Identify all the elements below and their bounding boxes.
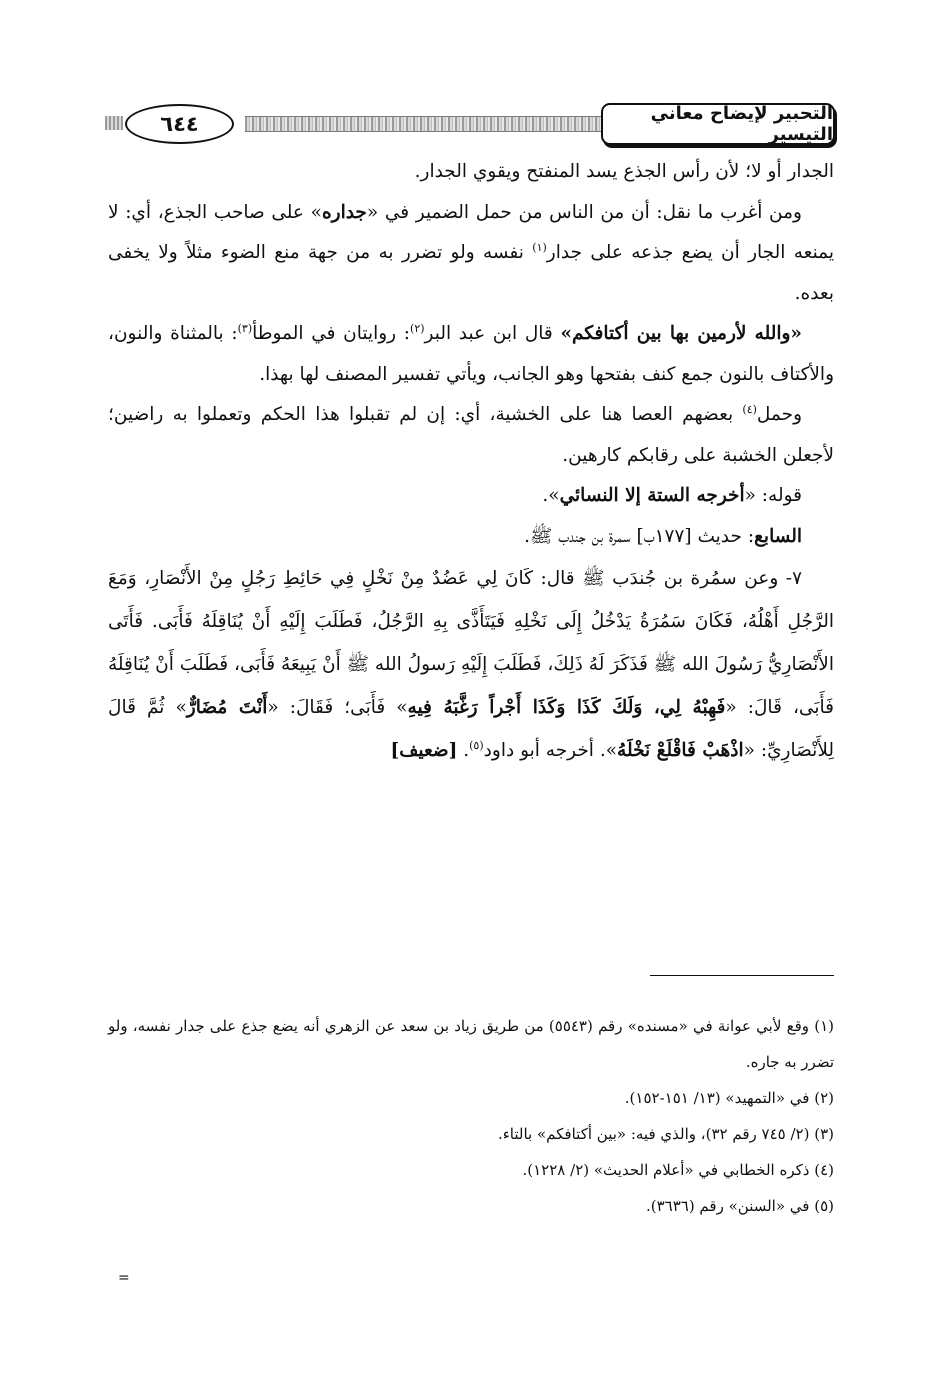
hadith-bold-1: فَهِبْهُ لِي، وَلَكَ كَذَا وَكَذَا أَجْراً رَغَّبَهُ فِيهِ bbox=[407, 697, 726, 718]
hadith-bold-3: اذْهَبْ فَاقْلَعْ نَخْلَهُ bbox=[617, 740, 744, 761]
footnote-ref-4: (٤) bbox=[742, 402, 757, 416]
p3-text-c: : بالمثناة والنون، والأكتاف بالنون جمع كنف بفتحها وهو الجانب، ويأتي تفسير المصنف لها بهذا. bbox=[108, 323, 834, 385]
footnote-2: (٢) في «التمهيد» (١٣/ ١٥١-١٥٢). bbox=[624, 1089, 834, 1107]
p4-text-a: وحمل bbox=[756, 404, 802, 425]
footnotes bbox=[108, 1008, 834, 1224]
footnote-ref-2: (٢) bbox=[410, 321, 425, 335]
p2-text-b: » على صاحب الجذع، أي: لا يمنعه الجار أن يضع جذعه على جدار bbox=[108, 201, 834, 263]
p4-text-b: بعضهم العصا هنا على الخشية، أي: إن لم تقبلوا هذا الحكم وتعملوا به راضين؛ لأجعلن الخشبة على رقابكم كارهين. bbox=[108, 404, 834, 466]
hadith-text-b: » فَأَبَى؛ فَقَالَ: « bbox=[267, 697, 408, 718]
footnote-separator bbox=[650, 975, 834, 976]
hadith-text-d: ». أخرجه أبو داود bbox=[483, 740, 618, 761]
running-header bbox=[105, 102, 835, 146]
paragraph-6 bbox=[108, 517, 834, 558]
hadith-bold-2: أَنْتَ مُضَارٌّ bbox=[186, 697, 268, 718]
header-ornament-band bbox=[245, 116, 635, 132]
header-ornament-left bbox=[105, 116, 123, 130]
hadith-paragraph bbox=[108, 557, 834, 772]
p2-text-a: ومن أغرب ما نقل: أن من الناس من حمل الضمير في « bbox=[366, 201, 802, 223]
paragraph-5 bbox=[108, 476, 834, 517]
footnote-1: (١) وقع لأبي عوانة في «مسنده» رقم (٥٥٤٣) من طريق زياد بن سعد عن الزهري أنه يضع جذع على جدار نفسه، ولو تضرر به جاره. bbox=[108, 1017, 834, 1071]
footnote-5: (٥) في «السنن» رقم (٣٦٣٦). bbox=[645, 1197, 834, 1215]
book-title: التحبير لإيضاح معاني التيسير bbox=[601, 103, 835, 145]
p2-text-c: نفسه ولو تضرر به من جهة منع الضوء مثلاً ولا يخفى بعده. bbox=[108, 242, 834, 304]
footnote-ref-5: (٥) bbox=[469, 738, 484, 752]
hadith-text-c: » ثُمَّ قَالَ لِلأَنْصَارِيِّ: « bbox=[108, 697, 834, 761]
paragraph-2 bbox=[108, 193, 834, 315]
bottom-mark: = bbox=[118, 1270, 130, 1286]
paragraph-3 bbox=[108, 314, 834, 395]
hadith-text-a: ٧- وعن سمُرة بن جُندَب ﷺ قال: كَانَ لِي عَضُدٌ مِنْ نَخْلٍ فِي حَائِطِ رَجُلٍ مِنْ الأَنْصَارِ، وَمَعَ الرَّجُلِ أَهْلُهُ، فَكَانَ سَمُرَةُ يَدْخُلُ إِلَى نَخْلِهِ فَيَتَأَذَّى بِهِ الرَّجُلُ، فَطَلَبَ إِلَيْهِ أَنْ يُنَاقِلَهُ فَأَبَى. فَأَتَى الأَنْصَارِيُّ رَسُولَ الله ﷺ فَذَكَرَ لَهُ ذَلِكَ، فَطَلَبَ إِلَيْهِ رَسولُ الله ﷺ أَنْ يَبِيعَهُ فَأَبَى، فَطَلَبَ أَنْ يُنَاقِلَهُ فَأَبَى، قَالَ: « bbox=[108, 568, 834, 718]
p6-bold: السابع bbox=[754, 525, 802, 547]
paragraph-1-text: الجدار أو لا؛ لأن رأس الجذع يسد المنفتح ويقوي الجدار. bbox=[414, 161, 834, 182]
p3-text-b: : روايتان في الموطأ bbox=[252, 323, 411, 344]
hadith-grade: [ضعيف] bbox=[390, 740, 458, 761]
p3-text-a: قال ابن عبد البر bbox=[424, 323, 561, 344]
p3-bold-quote: «والله لأرمين بها بين أكتافكم» bbox=[560, 323, 802, 344]
hadith-text-e: . bbox=[457, 740, 470, 761]
p2-bold-term: جداره bbox=[321, 201, 367, 223]
footnote-3: (٣) (٢/ ٧٤٥ رقم ٣٢)، والذي فيه: «بين أكتافكم» بالتاء. bbox=[497, 1125, 834, 1143]
p5-bold: أخرجه الستة إلا النسائي bbox=[559, 485, 745, 506]
paragraph-4 bbox=[108, 395, 834, 476]
main-text bbox=[108, 152, 834, 772]
p6-text-a: : حديث [١٧٧ب] سمرة بن جندب ﷺ. bbox=[524, 525, 755, 547]
footnote-ref-1: (١) bbox=[532, 240, 547, 254]
page-number: ٦٤٤ bbox=[125, 104, 234, 144]
paragraph-1 bbox=[108, 152, 834, 193]
p5-text-a: قوله: « bbox=[744, 485, 802, 506]
footnote-ref-3: (٣) bbox=[237, 321, 253, 335]
footnote-4: (٤) ذكره الخطابي في «أعلام الحديث» (٢/ ١٢٢٨). bbox=[522, 1161, 834, 1179]
p5-text-b: ». bbox=[542, 485, 560, 506]
